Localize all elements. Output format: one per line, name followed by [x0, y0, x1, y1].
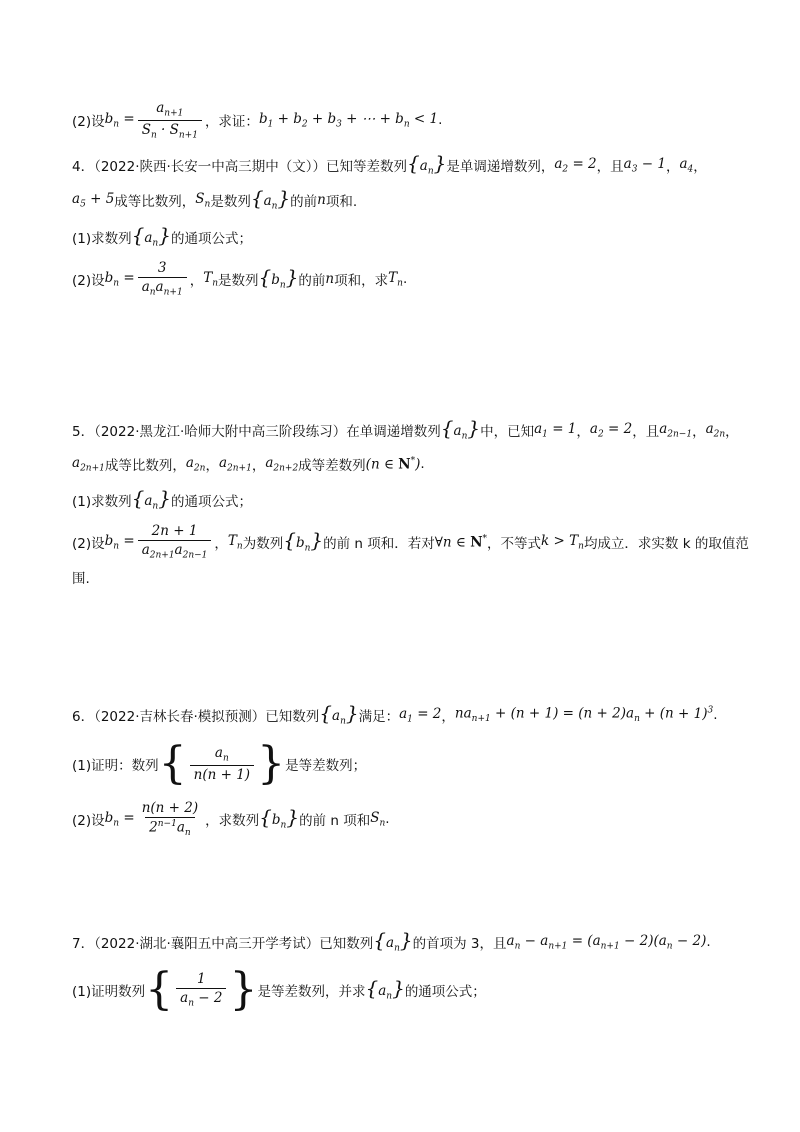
q6-header: 6．（2022·吉林长春·模拟预测）已知数列 $\{a_n\}$ 满足： $a_1 = 2$ ， $na_{n+1} + (n + 1) = (n + 2)a_n + (n + 1)^3$ .: [72, 701, 718, 727]
fraction-q7: $\frac{1}{a_n - 2}$: [176, 971, 226, 1009]
q5-part2: (2)设 $b_n$ = $\frac{2n + 1}{a_{2n+1}a_{2n-1}}$ ， $T_n$ 为数列 $\{b_n\}$ 的前 n 项和．若对 ∀n ∈ N* ，不等式 $k > T_n$ 均成立．求实数 k 的取值范: [72, 523, 749, 561]
formula-sum-b: $b_1 + b_2 + b_3$ + ⋯ + $b_n < 1$: [258, 110, 439, 130]
q4-header: 4．（2022·陕西·长安一中高三期中（文））已知等差数列 $\{a_n\}$ 是单调递增数列， $a_2 = 2$ ，且 $a_3 - 1$ ， $a_4$ ，: [72, 151, 707, 177]
q7-header: 7．（2022·湖北·襄阳五中高三开学考试）已知数列 $\{a_n\}$ 的首项为 3，且 $a_n - a_{n+1} = (a_{n+1} - 2)(a_n - 2)$ .: [72, 928, 711, 954]
fraction-q6b: $\frac{n(n + 2)}{2^{n-1}a_n}$: [141, 800, 199, 839]
fraction-q4: $\frac{3}{a_na_{n+1}}$: [138, 260, 187, 298]
fraction-q3: $\frac{a_{n+1}}{S_n \cdot S_{n+1}}$: [138, 100, 202, 140]
fraction-q5: $\frac{2n + 1}{a_{2n+1}a_{2n-1}}$: [138, 523, 212, 561]
q5-part1: (1)求数列 $\{a_n\}$ 的通项公式；: [72, 486, 252, 512]
q4-part1: (1)求数列 $\{a_n\}$ 的通项公式；: [72, 223, 252, 249]
q6-part1: (1)证明：数列 { $\frac{a_n}{n(n + 1)}$ } 是等差数列；: [72, 738, 367, 789]
q5-part2-wrap: 围.: [72, 571, 90, 587]
q5-line2: $a_{2n+1}$ 成等比数列， $a_{2n}$ ， $a_{2n+1}$ ， $a_{2n+2}$ 成等差数列 (n ∈ N*) .: [72, 454, 425, 474]
q7-part1: (1)证明数列 { $\frac{1}{a_n - 2}$ } 是等差数列，并求 $\{a_n\}$ 的通项公式；: [72, 964, 486, 1015]
q6-part2: (2)设 $b_n$ = $\frac{n(n + 2)}{2^{n-1}a_n}$ ，求数列 $\{b_n\}$ 的前 n 项和 $S_n$ .: [72, 800, 390, 839]
q4-part2: (2)设 $b_n$ = $\frac{3}{a_na_{n+1}}$ ， $T_n$ 是数列 $\{b_n\}$ 的前 n 项和，求 $T_n$ .: [72, 260, 408, 298]
formula-bn: $b_n$ =: [104, 110, 135, 130]
q5-header: 5．（2022·黑龙江·哈师大附中高三阶段练习）在单调递增数列 $\{a_n\}$ 中，已知 $a_1 = 1$ ， $a_2 = 2$ ，且 $a_{2n-1}$ ， $a_{2n}$ ，: [72, 416, 739, 442]
q3-part2: (2)设 $b_n$ = $\frac{a_{n+1}}{S_n \cdot S_{n+1}}$ ，求证： $b_1 + b_2 + b_3$ + ⋯ + $b_n < 1$ .: [72, 100, 443, 141]
q4-line2: $a_5 + 5$ 成等比数列， $S_n$ 是数列 $\{a_n\}$ 的前 n 项和.: [72, 186, 358, 212]
fraction-q6a: $\frac{a_n}{n(n + 1)}$: [190, 745, 254, 783]
